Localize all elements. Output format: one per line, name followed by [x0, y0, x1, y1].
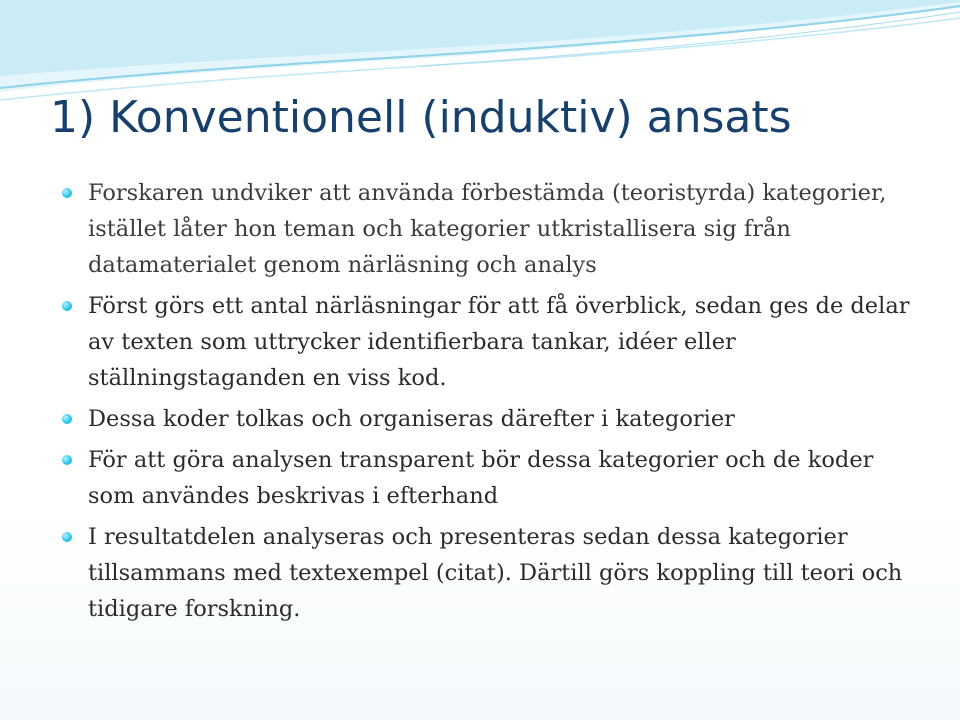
bullet-dot-icon: [62, 301, 72, 311]
bullet-list: [62, 175, 912, 627]
bullet-dot-icon: [62, 532, 72, 542]
bullet-dot-icon: [62, 414, 72, 424]
bullet-item: [62, 442, 912, 514]
slide-title: 1) Konventionell (induktiv) ansats: [50, 92, 792, 143]
bullet-dot-icon: [62, 455, 72, 465]
bullet-item: [62, 519, 912, 627]
bullet-text: För att göra analysen transparent bör dessa kategorier och de koder som användes beskrivas i efterhand: [88, 447, 874, 509]
bullet-item: [62, 175, 912, 283]
bullet-text: I resultatdelen analyseras och presenteras sedan dessa kategorier tillsammans med textexempel (citat). Därtill görs koppling till teori och tidigare forskning.: [88, 524, 903, 622]
bullet-item: [62, 401, 912, 437]
bullet-dot-icon: [62, 188, 72, 198]
bullet-item: [62, 288, 912, 396]
bullet-text: Forskaren undviker att använda förbestämda (teoristyrda) kategorier, istället låter hon teman och kategorier utkristallisera sig från datamaterialet genom närläsning och analys: [88, 180, 887, 278]
wave-band-mid: [0, 0, 960, 76]
bullet-text: Dessa koder tolkas och organiseras därefter i kategorier: [88, 406, 735, 432]
bullet-text: Först görs ett antal närläsningar för att få överblick, sedan ges de delar av texten som uttrycker identifierbara tankar, idéer eller ställningstaganden en viss kod.: [88, 293, 910, 391]
